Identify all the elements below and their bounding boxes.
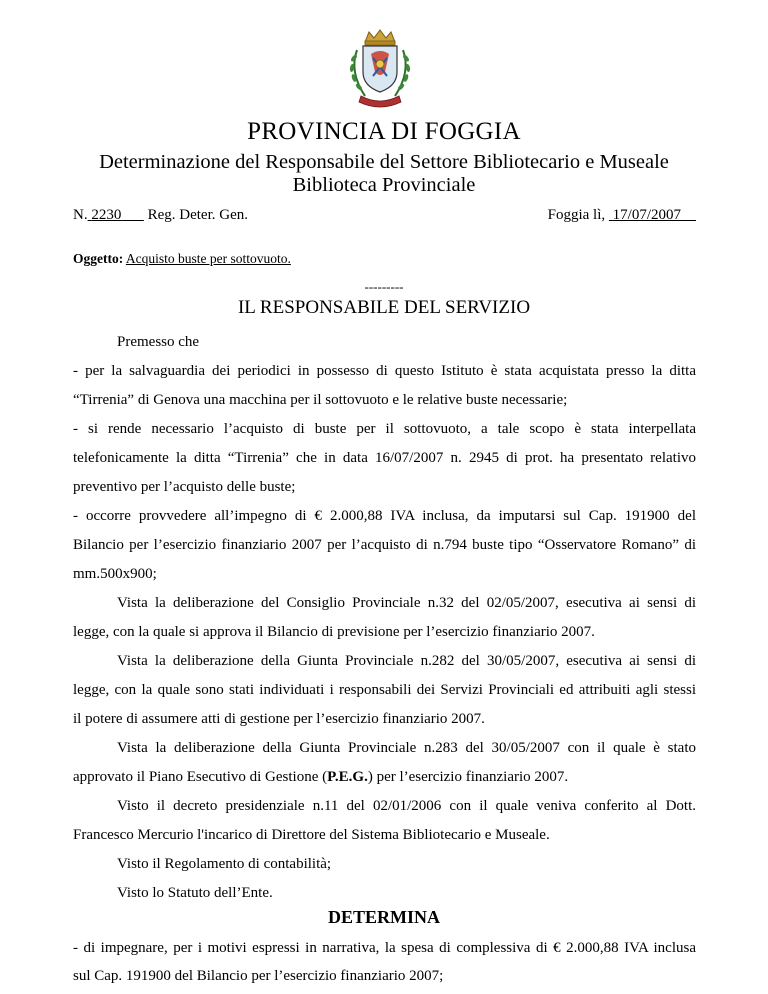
paragraph-line: legge, con la quale si approva il Bilancio di previsione per l’esercizio finanziario 2007.	[73, 624, 595, 640]
paragraph-line: mm.500x900;	[73, 566, 157, 582]
paragraph-line: Visto il Regolamento di contabilità;	[117, 856, 332, 872]
peg-abbr: P.E.G.	[327, 769, 368, 785]
subject-line	[73, 251, 291, 267]
paragraph-line: - si rende necessario l’acquisto di buste per il sottovuoto, a tale scopo è stata interpellata	[73, 421, 696, 437]
paragraph-line: Premesso che	[117, 334, 200, 350]
subject-text: Acquisto buste per sottovuoto.	[125, 251, 291, 266]
page-subtitle: Determinazione del Responsabile del Settore Bibliotecario e Museale	[99, 151, 669, 173]
separator: ---------	[364, 279, 404, 294]
paragraph-line: “Tirrenia” di Genova una macchina per il sottovuoto e le relative buste necessarie;	[73, 392, 568, 408]
place-date	[548, 207, 696, 224]
paragraph-line: Francesco Mercurio l'incarico di Direttore del Sistema Bibliotecario e Museale.	[73, 827, 550, 843]
paragraph-line: Visto lo Statuto dell’Ente.	[117, 885, 273, 901]
paragraph-line: - per la salvaguardia dei periodici in possesso di questo Istituto è stata acquistata presso la ditta	[73, 363, 696, 379]
registration-number	[73, 207, 248, 224]
determina-line: - di impegnare, per i motivi espressi in narrativa, la spesa di complessiva di € 2.000,88 IVA inclusa	[73, 940, 696, 956]
paragraph-line: Visto il decreto presidenziale n.11 del 02/01/2006 con il quale veniva conferito al Dott.	[117, 798, 696, 814]
number-prefix: N.	[73, 207, 88, 223]
number-value: 2230	[91, 207, 122, 223]
paragraph-line: telefonicamente la ditta “Tirrenia” che in data 16/07/2007 n. 2945 di prot. ha presentato relativo	[73, 450, 696, 466]
paragraph-line: Vista la deliberazione della Giunta Provinciale n.283 del 30/05/2007 con il quale è stato	[117, 740, 696, 756]
paragraph-line: il potere di assumere atti di gestione per l’esercizio finanziario 2007.	[73, 711, 485, 727]
paragraph-line: legge, con la quale sono stati individuati i responsabili dei Servizi Provinciali ed attribuiti agli stessi	[73, 682, 696, 698]
paragraph-line: Vista la deliberazione del Consiglio Provinciale n.32 del 02/05/2007, esecutiva ai sensi di	[117, 595, 696, 611]
paragraph-line: - occorre provvedere all’impegno di € 2.000,88 IVA inclusa, da imputarsi sul Cap. 191900 del	[73, 508, 696, 524]
place-prefix: Foggia lì,	[547, 207, 606, 223]
subject-label: Oggetto:	[73, 251, 124, 266]
page-subtitle-library: Biblioteca Provinciale	[292, 174, 476, 196]
determina-line: sul Cap. 191900 del Bilancio per l’esercizio finanziario 2007;	[73, 968, 444, 984]
paragraph-line: Vista la deliberazione della Giunta Provinciale n.282 del 30/05/2007, esecutiva ai sensi di	[117, 653, 696, 669]
province-coat-of-arms-icon	[343, 28, 417, 110]
date-value: 17/07/2007	[612, 207, 681, 223]
determina-heading: DETERMINA	[327, 907, 440, 927]
paragraph-line: preventivo per l’acquisto delle buste;	[73, 479, 296, 495]
paragraph-line-peg: approvato il Piano Esecutivo di Gestione (P.E.G.) per l’esercizio finanziario 2007.	[73, 769, 569, 785]
number-suffix: Reg. Deter. Gen.	[147, 207, 248, 223]
page-title: PROVINCIA DI FOGGIA	[247, 118, 521, 145]
section-heading: IL RESPONSABILE DEL SERVIZIO	[237, 297, 531, 318]
paragraph-line: Bilancio per l’esercizio finanziario 2007 per l’acquisto di n.794 buste tipo “Osservatore Romano” di	[73, 537, 696, 553]
